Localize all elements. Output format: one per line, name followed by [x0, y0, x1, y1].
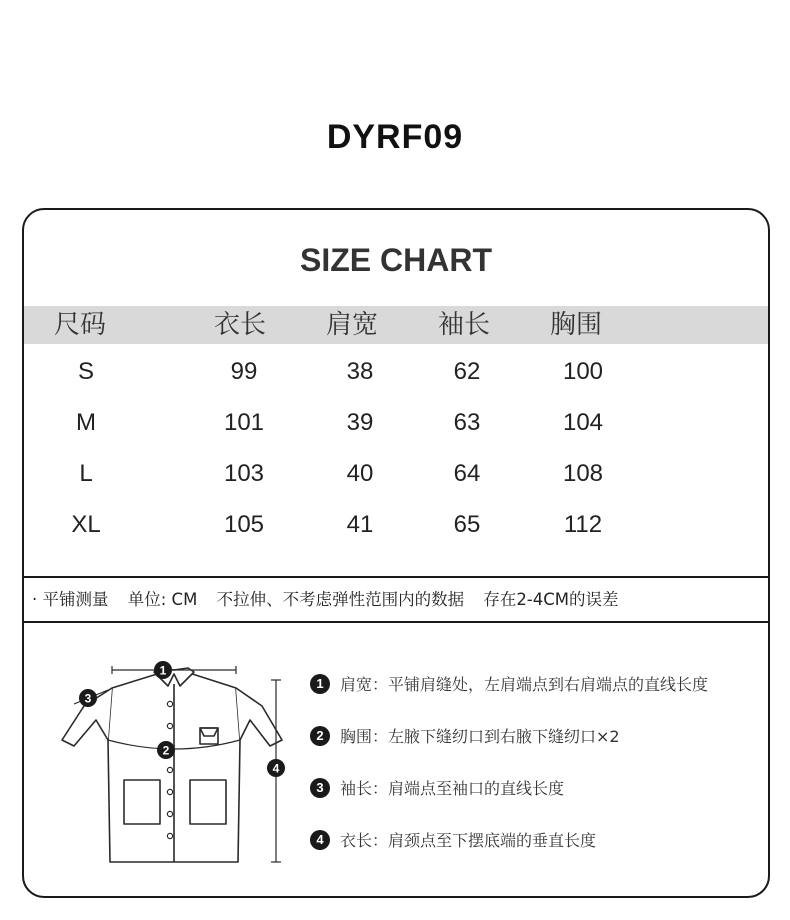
- table-row: [24, 459, 768, 489]
- product-code: DYRF09: [326, 118, 464, 156]
- size-chart-title: SIZE CHART: [300, 242, 492, 278]
- note-disclaimer: 不拉伸、不考虑弹性范围内的数据: [216, 590, 465, 609]
- legend-text: 袖长：肩端点至袖口的直线长度: [340, 779, 565, 798]
- sleeve-cell: 64: [453, 460, 481, 487]
- marker-3: [79, 689, 97, 707]
- measurement-legend: [310, 672, 708, 880]
- legend-number-2: 2: [310, 726, 330, 746]
- legend-number-3: 3: [310, 778, 330, 798]
- shoulder-cell: 40: [346, 460, 374, 487]
- header-size: 尺码: [54, 310, 107, 340]
- length-cell: 103: [223, 460, 265, 487]
- table-row: [24, 408, 768, 438]
- legend-text: 肩宽：平铺肩缝处，左肩端点到右肩端点的直线长度: [340, 675, 709, 694]
- marker-4: [267, 759, 285, 777]
- legend-item-sleeve: [310, 776, 708, 802]
- divider: [24, 576, 768, 578]
- header-chest: 胸围: [550, 310, 603, 340]
- legend-text: 衣长：肩颈点至下摆底端的垂直长度: [340, 831, 597, 850]
- sleeve-cell: 65: [453, 511, 481, 538]
- note-method: · 平铺测量: [32, 590, 109, 609]
- table-row: [24, 510, 768, 540]
- chest-cell: 112: [563, 511, 603, 538]
- marker-2: [157, 741, 175, 759]
- chest-cell: 108: [562, 460, 604, 487]
- length-cell: 99: [230, 358, 258, 385]
- header-sleeve: 袖长: [438, 310, 491, 340]
- shoulder-cell: 41: [346, 511, 374, 538]
- svg-text:1: 1: [159, 663, 167, 678]
- chest-cell: 104: [562, 409, 604, 436]
- header-shoulder: 肩宽: [326, 310, 379, 340]
- length-cell: 105: [223, 511, 265, 538]
- note-tolerance: 存在2-4CM的误差: [483, 590, 619, 609]
- legend-text: 胸围：左腋下缝纫口到右腋下缝纫口×2: [340, 727, 620, 746]
- length-cell: 101: [223, 409, 265, 436]
- divider: [24, 621, 768, 623]
- size-cell: L: [79, 460, 93, 487]
- table-header: [24, 306, 768, 344]
- marker-1: [154, 661, 172, 679]
- size-chart-card: [22, 208, 770, 898]
- legend-number-1: 1: [310, 674, 330, 694]
- header-length: 衣长: [214, 310, 267, 340]
- svg-text:4: 4: [272, 761, 280, 776]
- legend-item-chest: [310, 724, 708, 750]
- table-row: [24, 357, 768, 387]
- svg-text:2: 2: [162, 743, 170, 758]
- legend-number-4: 4: [310, 830, 330, 850]
- coat-diagram: [50, 640, 290, 890]
- shoulder-cell: 39: [346, 409, 374, 436]
- size-cell: S: [77, 358, 94, 385]
- legend-item-shoulder: [310, 672, 708, 698]
- sleeve-cell: 62: [453, 358, 481, 385]
- chest-cell: 100: [562, 358, 604, 385]
- size-cell: XL: [71, 511, 101, 538]
- shoulder-cell: 38: [346, 358, 374, 385]
- svg-text:3: 3: [84, 691, 92, 706]
- size-cell: M: [76, 409, 96, 436]
- sleeve-cell: 63: [453, 409, 481, 436]
- legend-item-length: [310, 828, 708, 854]
- note-unit: 单位: CM: [127, 590, 198, 609]
- measurement-note: [32, 580, 762, 620]
